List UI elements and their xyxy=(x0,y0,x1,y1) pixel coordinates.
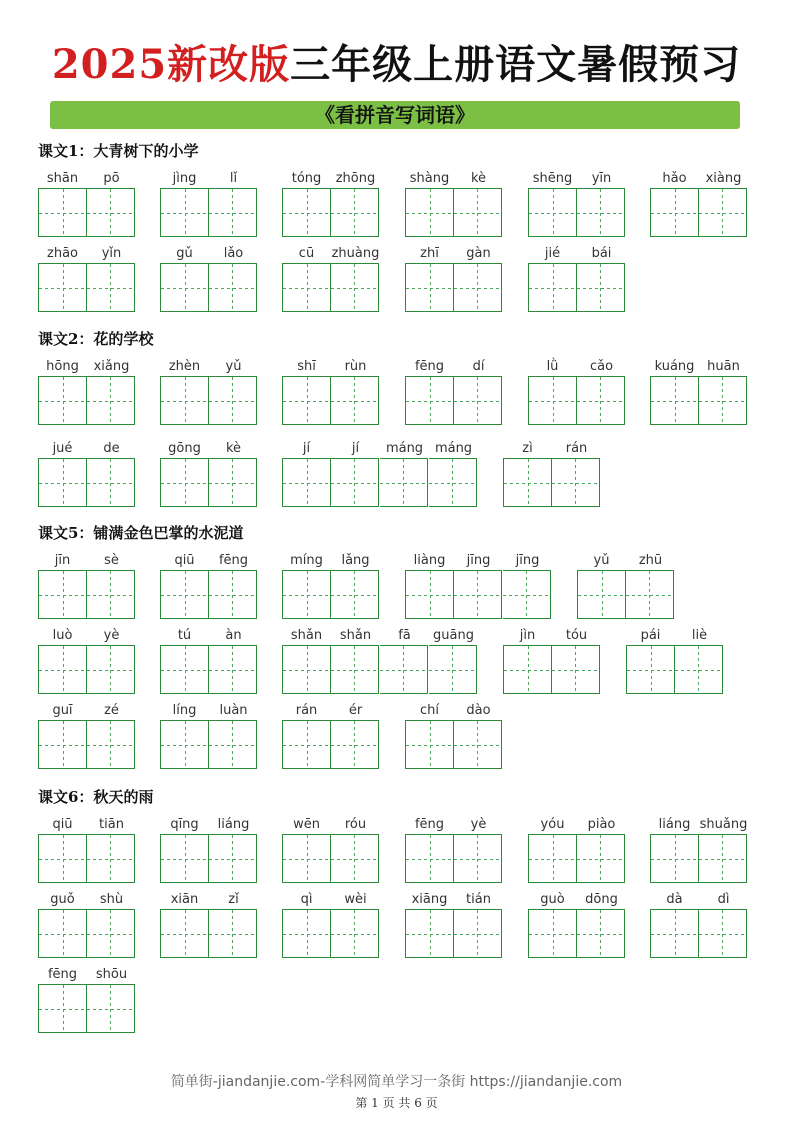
pinyin-label: rùn xyxy=(344,359,367,374)
pinyin-label: piào xyxy=(587,817,616,832)
pinyin-label: zhī xyxy=(420,246,439,261)
tianzi-grid-box[interactable] xyxy=(405,376,454,425)
pinyin-label: liè xyxy=(691,628,708,643)
footer-site: 简单街-jiandanjie.com-学科网简单学习一条街 https://jiandanjie.com xyxy=(170,1074,623,1090)
tianzi-grid-box[interactable] xyxy=(38,263,87,312)
tianzi-grid-box[interactable] xyxy=(380,458,428,507)
tianzi-grid-box[interactable] xyxy=(331,645,379,694)
tianzi-grid-box[interactable] xyxy=(160,376,209,425)
tianzi-grid-box[interactable] xyxy=(87,570,135,619)
tianzi-grid-box[interactable] xyxy=(626,570,674,619)
tianzi-grid-box[interactable] xyxy=(454,188,502,237)
tianzi-grid-box[interactable] xyxy=(87,834,135,883)
tianzi-grid-box[interactable] xyxy=(209,909,257,958)
pinyin-label: shuǎng xyxy=(699,817,748,832)
tianzi-grid-box[interactable] xyxy=(87,188,135,237)
pinyin-label: máng xyxy=(385,441,424,456)
tianzi-grid-box[interactable] xyxy=(331,458,379,507)
tianzi-grid-box[interactable] xyxy=(160,570,209,619)
pinyin-label: guī xyxy=(52,703,73,718)
tianzi-grid-box[interactable] xyxy=(282,720,331,769)
pinyin-label: zhuàng xyxy=(331,246,380,261)
tianzi-grid-box[interactable] xyxy=(38,570,87,619)
tianzi-grid-box[interactable] xyxy=(331,263,379,312)
pinyin-label: jìn xyxy=(519,628,536,643)
tianzi-grid-box[interactable] xyxy=(38,645,87,694)
pinyin-label: wēn xyxy=(293,817,320,832)
pinyin-label: kè xyxy=(225,441,242,456)
pinyin-label: zhū xyxy=(638,553,663,568)
tianzi-grid-box[interactable] xyxy=(160,458,209,507)
pinyin-label: qì xyxy=(300,892,313,907)
pinyin-label: jié xyxy=(544,246,561,261)
pinyin-label: xiāng xyxy=(411,892,448,907)
tianzi-grid-box[interactable] xyxy=(675,645,723,694)
pinyin-label: máng xyxy=(434,441,473,456)
tianzi-grid-box[interactable] xyxy=(160,834,209,883)
pinyin-label: huān xyxy=(707,359,740,374)
tianzi-grid-box[interactable] xyxy=(87,645,135,694)
pinyin-label: rán xyxy=(565,441,588,456)
pinyin-label: yè xyxy=(103,628,120,643)
pinyin-label: dào xyxy=(466,703,491,718)
tianzi-grid-box[interactable] xyxy=(209,458,257,507)
tianzi-grid-box[interactable] xyxy=(454,834,502,883)
pinyin-label: qiū xyxy=(174,553,195,568)
pinyin-label: lǐ xyxy=(229,171,238,186)
pinyin-label: guǒ xyxy=(50,892,75,907)
pinyin-label: zhāo xyxy=(47,246,78,261)
tianzi-grid-box[interactable] xyxy=(209,188,257,237)
pinyin-label: dí xyxy=(472,359,485,374)
tianzi-grid-box[interactable] xyxy=(699,188,747,237)
tianzi-grid-box[interactable] xyxy=(503,458,552,507)
tianzi-grid-box[interactable] xyxy=(331,720,379,769)
section-banner: 《看拼音写词语》 xyxy=(50,101,740,129)
tianzi-grid-box[interactable] xyxy=(528,376,577,425)
tianzi-grid-box[interactable] xyxy=(209,720,257,769)
pinyin-label: tóng xyxy=(291,171,322,186)
pinyin-label: kuáng xyxy=(654,359,695,374)
tianzi-grid-box[interactable] xyxy=(405,188,454,237)
pinyin-label: shī xyxy=(297,359,316,374)
tianzi-grid-box[interactable] xyxy=(577,909,625,958)
tianzi-grid-box[interactable] xyxy=(331,570,379,619)
pinyin-label: xiàng xyxy=(705,171,742,186)
tianzi-grid-box[interactable] xyxy=(87,720,135,769)
tianzi-grid-box[interactable] xyxy=(429,458,477,507)
tianzi-grid-box[interactable] xyxy=(87,909,135,958)
pinyin-label: guò xyxy=(540,892,565,907)
tianzi-grid-box[interactable] xyxy=(503,645,552,694)
tianzi-grid-box[interactable] xyxy=(160,720,209,769)
tianzi-grid-box[interactable] xyxy=(405,909,454,958)
tianzi-grid-box[interactable] xyxy=(38,984,87,1033)
tianzi-grid-box[interactable] xyxy=(331,188,379,237)
pinyin-label: tiān xyxy=(99,817,124,832)
pinyin-label: wèi xyxy=(344,892,367,907)
tianzi-grid-box[interactable] xyxy=(577,376,625,425)
tianzi-grid-box[interactable] xyxy=(87,984,135,1033)
pinyin-label: liáng xyxy=(217,817,250,832)
tianzi-grid-box[interactable] xyxy=(38,909,87,958)
pinyin-label: chí xyxy=(420,703,439,718)
pinyin-label: guāng xyxy=(433,628,474,643)
pinyin-label: bái xyxy=(591,246,612,261)
tianzi-grid-box[interactable] xyxy=(282,570,331,619)
tianzi-grid-box[interactable] xyxy=(699,834,747,883)
tianzi-grid-box[interactable] xyxy=(699,909,747,958)
tianzi-grid-box[interactable] xyxy=(209,834,257,883)
pinyin-label: pái xyxy=(640,628,661,643)
pinyin-label: fēng xyxy=(47,967,78,982)
tianzi-grid-box[interactable] xyxy=(528,263,577,312)
pinyin-label: yóu xyxy=(540,817,565,832)
tianzi-grid-box[interactable] xyxy=(454,720,502,769)
pinyin-label: tián xyxy=(466,892,491,907)
pinyin-label: rán xyxy=(295,703,318,718)
tianzi-grid-box[interactable] xyxy=(528,188,577,237)
pinyin-label: míng xyxy=(290,553,323,568)
pinyin-label: de xyxy=(103,441,120,456)
pinyin-label: fēng xyxy=(414,359,445,374)
tianzi-grid-box[interactable] xyxy=(282,376,331,425)
pinyin-label: hǎo xyxy=(662,171,687,186)
pinyin-label: fēng xyxy=(218,553,249,568)
pinyin-label: cū xyxy=(298,246,315,261)
lesson-heading: 课文2：花的学校 xyxy=(38,330,154,348)
tianzi-grid-box[interactable] xyxy=(160,188,209,237)
pinyin-label: lǎo xyxy=(223,246,244,261)
tianzi-grid-box[interactable] xyxy=(429,645,477,694)
pinyin-label: pō xyxy=(103,171,120,186)
tianzi-grid-box[interactable] xyxy=(405,720,454,769)
tianzi-grid-box[interactable] xyxy=(331,376,379,425)
pinyin-label: gàn xyxy=(466,246,491,261)
footer-page-number: 第 1 页 共 6 页 xyxy=(355,1096,438,1110)
pinyin-label: lǎng xyxy=(341,553,370,568)
pinyin-label: zhèn xyxy=(168,359,201,374)
pinyin-label: shàng xyxy=(409,171,450,186)
pinyin-label: líng xyxy=(172,703,197,718)
tianzi-grid-box[interactable] xyxy=(650,909,699,958)
pinyin-label: yǔ xyxy=(225,359,242,374)
tianzi-grid-box[interactable] xyxy=(405,834,454,883)
tianzi-grid-box[interactable] xyxy=(405,263,454,312)
pinyin-label: shǎn xyxy=(339,628,372,643)
tianzi-grid-box[interactable] xyxy=(38,188,87,237)
pinyin-label: hōng xyxy=(46,359,79,374)
pinyin-label: yǔ xyxy=(593,553,610,568)
pinyin-label: xiān xyxy=(170,892,199,907)
pinyin-label: ér xyxy=(348,703,363,718)
title-year: 2025新改版 xyxy=(51,41,291,88)
tianzi-grid-box[interactable] xyxy=(160,645,209,694)
tianzi-grid-box[interactable] xyxy=(160,263,209,312)
tianzi-grid-box[interactable] xyxy=(38,376,87,425)
pinyin-label: tóu xyxy=(565,628,588,643)
pinyin-label: yīn xyxy=(591,171,612,186)
pinyin-label: zǐ xyxy=(228,892,239,907)
tianzi-grid-box[interactable] xyxy=(87,376,135,425)
pinyin-label: shēng xyxy=(532,171,573,186)
lesson-heading: 课文5：铺满金色巴掌的水泥道 xyxy=(38,524,244,542)
pinyin-label: liáng xyxy=(658,817,691,832)
lesson-heading: 课文6：秋天的雨 xyxy=(38,788,154,806)
tianzi-grid-box[interactable] xyxy=(454,570,502,619)
tianzi-grid-box[interactable] xyxy=(160,909,209,958)
tianzi-grid-box[interactable] xyxy=(577,570,626,619)
pinyin-label: shǎn xyxy=(290,628,323,643)
tianzi-grid-box[interactable] xyxy=(380,645,428,694)
tianzi-grid-box[interactable] xyxy=(503,570,551,619)
pinyin-label: luò xyxy=(52,628,73,643)
pinyin-label: liàng xyxy=(413,553,446,568)
pinyin-label: yǐn xyxy=(101,246,122,261)
pinyin-label: fā xyxy=(398,628,411,643)
pinyin-label: luàn xyxy=(219,703,248,718)
tianzi-grid-box[interactable] xyxy=(38,458,87,507)
pinyin-label: róu xyxy=(344,817,367,832)
pinyin-label: shōu xyxy=(95,967,128,982)
tianzi-grid-box[interactable] xyxy=(331,834,379,883)
pinyin-label: shù xyxy=(99,892,124,907)
tianzi-grid-box[interactable] xyxy=(209,645,257,694)
tianzi-grid-box[interactable] xyxy=(650,834,699,883)
pinyin-label: shān xyxy=(46,171,79,186)
pinyin-label: jìng xyxy=(172,171,197,186)
pinyin-label: dì xyxy=(717,892,730,907)
tianzi-grid-box[interactable] xyxy=(331,909,379,958)
pinyin-label: qīng xyxy=(170,817,199,832)
page-title xyxy=(0,40,793,90)
pinyin-label: zhōng xyxy=(335,171,376,186)
pinyin-label: tú xyxy=(177,628,192,643)
pinyin-label: yè xyxy=(470,817,487,832)
tianzi-grid-box[interactable] xyxy=(282,263,331,312)
tianzi-grid-box[interactable] xyxy=(282,645,331,694)
tianzi-grid-box[interactable] xyxy=(209,376,257,425)
tianzi-grid-box[interactable] xyxy=(282,909,331,958)
tianzi-grid-box[interactable] xyxy=(577,263,625,312)
tianzi-grid-box[interactable] xyxy=(454,263,502,312)
pinyin-label: jīng xyxy=(515,553,540,568)
pinyin-label: zì xyxy=(522,441,533,456)
pinyin-label: jīn xyxy=(54,553,71,568)
pinyin-label: dōng xyxy=(585,892,618,907)
pinyin-label: xiǎng xyxy=(93,359,130,374)
tianzi-grid-box[interactable] xyxy=(699,376,747,425)
tianzi-grid-box[interactable] xyxy=(454,909,502,958)
tianzi-grid-box[interactable] xyxy=(38,720,87,769)
tianzi-grid-box[interactable] xyxy=(87,263,135,312)
tianzi-grid-box[interactable] xyxy=(650,376,699,425)
pinyin-label: kè xyxy=(470,171,487,186)
tianzi-grid-box[interactable] xyxy=(405,570,454,619)
tianzi-grid-box[interactable] xyxy=(282,458,331,507)
pinyin-label: gǔ xyxy=(176,246,193,261)
tianzi-grid-box[interactable] xyxy=(528,909,577,958)
pinyin-label: jué xyxy=(52,441,73,456)
tianzi-grid-box[interactable] xyxy=(454,376,502,425)
tianzi-grid-box[interactable] xyxy=(87,458,135,507)
tianzi-grid-box[interactable] xyxy=(209,263,257,312)
tianzi-grid-box[interactable] xyxy=(552,458,600,507)
pinyin-label: lǜ xyxy=(546,359,559,374)
pinyin-label: jí xyxy=(302,441,311,456)
pinyin-label: qiū xyxy=(52,817,73,832)
tianzi-grid-box[interactable] xyxy=(626,645,675,694)
pinyin-label: sè xyxy=(104,553,119,568)
tianzi-grid-box[interactable] xyxy=(528,834,577,883)
title-main: 三年级上册语文暑假预习 xyxy=(290,41,742,88)
pinyin-label: àn xyxy=(225,628,242,643)
pinyin-label: dà xyxy=(666,892,683,907)
tianzi-grid-box[interactable] xyxy=(38,834,87,883)
pinyin-label: gōng xyxy=(168,441,201,456)
tianzi-grid-box[interactable] xyxy=(577,188,625,237)
pinyin-label: jīng xyxy=(466,553,491,568)
tianzi-grid-box[interactable] xyxy=(552,645,600,694)
pinyin-label: cǎo xyxy=(589,359,614,374)
tianzi-grid-box[interactable] xyxy=(209,570,257,619)
tianzi-grid-box[interactable] xyxy=(282,834,331,883)
pinyin-label: fēng xyxy=(414,817,445,832)
tianzi-grid-box[interactable] xyxy=(282,188,331,237)
tianzi-grid-box[interactable] xyxy=(577,834,625,883)
lesson-heading: 课文1：大青树下的小学 xyxy=(38,142,199,160)
pinyin-label: jí xyxy=(351,441,360,456)
pinyin-label: zé xyxy=(104,703,119,718)
tianzi-grid-box[interactable] xyxy=(650,188,699,237)
